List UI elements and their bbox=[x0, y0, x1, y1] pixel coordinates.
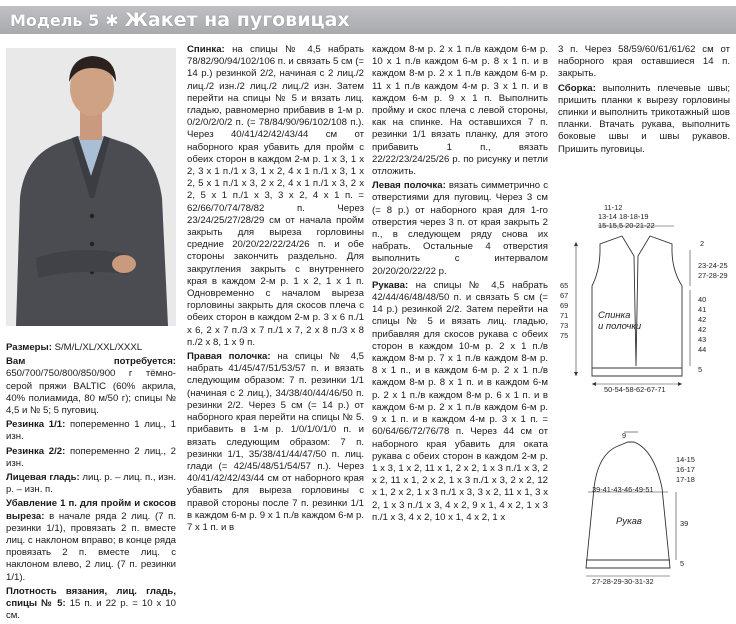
sleeve-paragraph bbox=[372, 280, 548, 524]
bottom-width-dim: 50-54-58-62-67-71 bbox=[604, 385, 666, 394]
model-photo bbox=[6, 48, 176, 326]
gauge-label: Плотность вязания, лиц. гладь, спицы № 5: bbox=[6, 585, 176, 610]
sleeve-label: Рукава: bbox=[372, 279, 409, 291]
side-dim-2: 41 bbox=[698, 305, 707, 314]
sleeve-bottom-width-dim: 27-28-29-30-31-32 bbox=[592, 577, 654, 586]
length-dim-3: 69 bbox=[560, 301, 569, 310]
side-dim-5: 43 bbox=[698, 335, 707, 344]
sleeve-continued: 3 п. Через 58/59/60/61/61/62 см от наборного края оставшиеся 14 п. закрыть. bbox=[558, 44, 730, 80]
gauge-paragraph bbox=[6, 586, 176, 623]
stockinette-paragraph bbox=[6, 472, 176, 496]
rib11-paragraph bbox=[6, 419, 176, 443]
materials-label: Вам потребуется: bbox=[6, 356, 176, 368]
page-header bbox=[0, 0, 736, 36]
model-number: Модель 5 bbox=[10, 11, 100, 30]
right-front-paragraph bbox=[187, 351, 364, 534]
sleeve-cap-dim-2: 16-17 bbox=[676, 465, 695, 474]
man-in-cardigan-illustration bbox=[6, 48, 176, 326]
body-piece-label: Спинка и полочки bbox=[598, 310, 642, 332]
rib22-value: попеременно 2 лиц., 2 изн. bbox=[6, 445, 176, 469]
body-schematic bbox=[558, 198, 730, 396]
right-front-text: на спицы № 4,5 набрать 41/45/47/51/53/57 п. и вязать следующим образом: 7 п. резинки 1/1 (начиная с 2 лиц.), 34/38/40/44/46/50 п. резинки 2/2. Через 5 см (= 14 р.) от наборного края перейти на спицы № 5. прибавить в 1-м р. 1/0/1/0/1/0 п. и вязать следующим образом: 7 п. резинки 1/1, 35/38/41/44/47/50 п. лиц. глади (= 42/45/48/51/54/57 п.). Через 40/41/42/42/43/44 см от наборного края убавить для выреза горловины с правой стороны после 7 п. резинки 1/1 в каждом 6-м р. 9 х 1 п./в каждом 6-м р. 7 х 1 п. и в bbox=[187, 351, 364, 533]
column-back-front bbox=[187, 44, 364, 536]
sleeve-schematic bbox=[558, 426, 730, 612]
back-text: на спицы № 4,5 набрать 78/82/90/94/102/106 п. и связать 5 см (= 14 р.) резинкой 2/2, начиная с 2 лиц./2 лиц./2 изн./2 лиц./2 лиц./2 изн. Затем перейти на спицы № 5 и вязать лиц. гладью, равномерно прибавив в 1-м р. 0/2/0/2/0/2 п. (= 78/84/90/96/102/108 п.). Через 40/41/42/42/43/44 см от наборного края убавить для пройм с обеих сторон в каждом 2-м р. 1 х 3, 1 х 2, 3 х 1 п./1 х 3, 1 х 2, 4 х 1 п./1 х 3, 1 х 2, 5 х 1 п./1 х 3, 2 х 2, 4 х 1 п./1 х 3, 2 х 2, 5 х 1 п./1 х 3, 3 х 2, 4 х 1 п. = 62/66/70/74/78/82 п. Через 23/24/25/27/28/29 см от начала пройм закрыть для выреза горловины средние 20/20/22/22/24/26 п. и обе стороны закончить раздельно. Для закругления закрыть с внутреннего края в каждом 2-м р. 1 х 2, 1 х 1 п. Одновременно с началом выреза горловины закрыть для скосов плеча с обеих сторон в каждом 2-м р. 3 х 6 п./1 х 6, 2 х 7 п./3 х 7 п./1 х 7, 2 х 8 п./3 х 8 п./2 х 8, 1 х 9 п. bbox=[187, 44, 364, 348]
side-dim-1: 40 bbox=[698, 295, 707, 304]
column-front-sleeves bbox=[372, 44, 548, 526]
back-label: Спинка: bbox=[187, 44, 225, 55]
armhole-dim-2: 27-28-29 bbox=[698, 271, 728, 280]
materials-paragraph bbox=[6, 356, 176, 417]
sleeve-rib-height-dim: 5 bbox=[680, 559, 685, 568]
column-materials bbox=[6, 342, 176, 624]
shoulder-dim-2: 13-14 18-18-19 bbox=[598, 212, 649, 221]
length-dim-1: 65 bbox=[560, 281, 569, 290]
page-title bbox=[10, 9, 350, 33]
assembly-text: выполнить плечевые швы; пришить планки к вырезу горловины спинки и выполнить трикотажный шов планки. Втачать рукава, выполнить боковые швы и швы рукавов. Пришить пуговицы. bbox=[558, 82, 730, 155]
sleeve-text: на спицы № 4,5 набрать 42/44/46/48/48/50 п. и связать 5 см (= 14 р.) резинкой 2/2. Затем перейти на спицы № 5 и вязать лиц. гладью, прибавляя для скосов рукава с обеих сторон в каждом 10-м р. 2 х 1 п./в каждом 8-м р. 7 х 1 п./в каждом 8-м р. 8 х 1 п., и в каждом 6-м р. 2 х 1 п./в каждом 8-м р. 8 х 1 п. и в каждом 6-м р. 2 х 1 п./в каждом 8-м р. 6 х 1 п. и в каждом 6-м р. 2 х 1 п./в каждом 6-м р. 9 х 1 п. и в каждом 4-м р. 3 х 1 п. = 60/64/66/72/76/78 п. Через 44 см от наборного края убавить для оката рукава с обеих сторон в каждом 2-м р. 1 х 3, 1 х 2, 11 х 1, 2 х 2, 1 х 3 п./1 х 3, 2 х 2, 11 х 1, 2 х 2, 1 х 3 п./1 х 3, 2 х 2, 12 х 1, 2 х 2, 1 х 3 п./1 х 3, 3 х 2, 11 х 1, 3 х 2, 1 х 3 п./1 х 3, 4 х 2, 9 х 1, 4 х 2, 1 х 3 п./1 х 3, 4 х 2, 10 х 1, 4 х 2, 1 х bbox=[372, 279, 548, 523]
decrease-paragraph bbox=[6, 498, 176, 583]
materials-value: 650/700/750/800/850/900 г тёмно-серой пряжи BALTIC (60% акрила, 40% полиамида, 80 м/50 г); спицы № 4,5 и № 5; 5 пуговиц. bbox=[6, 368, 176, 417]
sizes-value: S/M/L/XL/XXL/XXXL bbox=[51, 342, 143, 353]
side-dim-3: 42 bbox=[698, 315, 707, 324]
left-front-label: Левая полочка: bbox=[372, 180, 446, 192]
back-paragraph bbox=[187, 44, 364, 349]
shoulder-dim-1: 11-12 bbox=[604, 203, 623, 212]
sleeve-piece-label: Рукав bbox=[616, 516, 642, 527]
side-dim-4: 42 bbox=[698, 325, 707, 334]
star-icon: ✱ bbox=[105, 11, 119, 30]
sleeve-cap-dim-3: 17-18 bbox=[676, 475, 695, 484]
stockinette-label: Лицевая гладь: bbox=[6, 472, 80, 484]
right-front-continued: каждом 8-м р. 2 х 1 п./в каждом 6-м р. 10 х 1 п./в каждом 6-м р. 8 х 1 п. и в каждом 8-м р. 2 х 1 п./в каждом 6-м р. 11 х 1 п./в каждом 4-м р. 3 х 1 п. и в каждом 6-м р. 9 х 1 п. Выполнить пройму и скос плеча с левой стороны, как на спинке. На оставшихся 7 п. резинки 1/1 вязать планку, для этого прибавить 1 п., вязать 22/22/23/24/25/26 р. по рисунку и петли отложить. bbox=[372, 44, 548, 178]
decrease-label: Убавление 1 п. для пройм и скосов выреза: bbox=[6, 498, 176, 522]
sizes-paragraph bbox=[6, 342, 176, 354]
length-dim-5: 73 bbox=[560, 321, 569, 330]
shoulder-dim-3: 15-15,5 20-21-22 bbox=[598, 221, 655, 230]
gauge-value: 15 п. и 22 р. = 10 х 10 см. bbox=[6, 598, 176, 622]
sizes-label: Размеры: bbox=[6, 342, 52, 353]
left-front-paragraph bbox=[372, 180, 548, 278]
right-front-label: Правая полочка: bbox=[187, 351, 271, 363]
neck-depth-dim: 2 bbox=[700, 239, 705, 248]
stockinette-value: лиц. р. – лиц. п., изн. р. – изн. п. bbox=[6, 472, 176, 496]
decrease-value: в начале ряда 2 лиц. (7 п. резинки 1/1), провязать 2 п. вместе лиц. с наклоном вправо; в конце ряда провязать 2 п. вместе лиц. с наклоном влево, 2 лиц. (7 п. резинки 1/1). bbox=[6, 510, 176, 583]
sleeve-length-dim: 39 bbox=[680, 519, 689, 528]
sleeve-cap-dim-1: 14-15 bbox=[676, 455, 695, 464]
pattern-title: Жакет на пуговицах bbox=[124, 9, 350, 31]
length-dim-4: 71 bbox=[560, 311, 569, 320]
column-assembly bbox=[558, 44, 730, 158]
sleeve-upper-width-dim: 39-41-43-46-49-51 bbox=[592, 485, 654, 494]
assembly-label: Сборка: bbox=[558, 82, 596, 94]
armhole-dim-1: 23-24-25 bbox=[698, 261, 728, 270]
length-dim-2: 67 bbox=[560, 291, 569, 300]
rib-height-dim: 5 bbox=[698, 365, 703, 374]
rib22-paragraph bbox=[6, 446, 176, 470]
left-front-text: вязать симметрично с отверстиями для пуговиц. Через 3 см (= 8 р.) от наборного края для 1-го отверстия через 3 п. от края закрыть 2 п., в следующем ряду снова их набрать. Остальные 4 отверстия выполнить с интервалом 20/20/20/22/22 р. bbox=[372, 180, 548, 277]
assembly-paragraph bbox=[558, 83, 730, 156]
rib11-label: Резинка 1/1: bbox=[6, 419, 66, 431]
rib22-label: Резинка 2/2: bbox=[6, 445, 66, 457]
length-dim-6: 75 bbox=[560, 331, 569, 340]
rib11-value: попеременно 1 лиц., 1 изн. bbox=[6, 419, 176, 443]
sleeve-top-dim: 9 bbox=[622, 431, 627, 440]
side-dim-6: 44 bbox=[698, 345, 707, 354]
